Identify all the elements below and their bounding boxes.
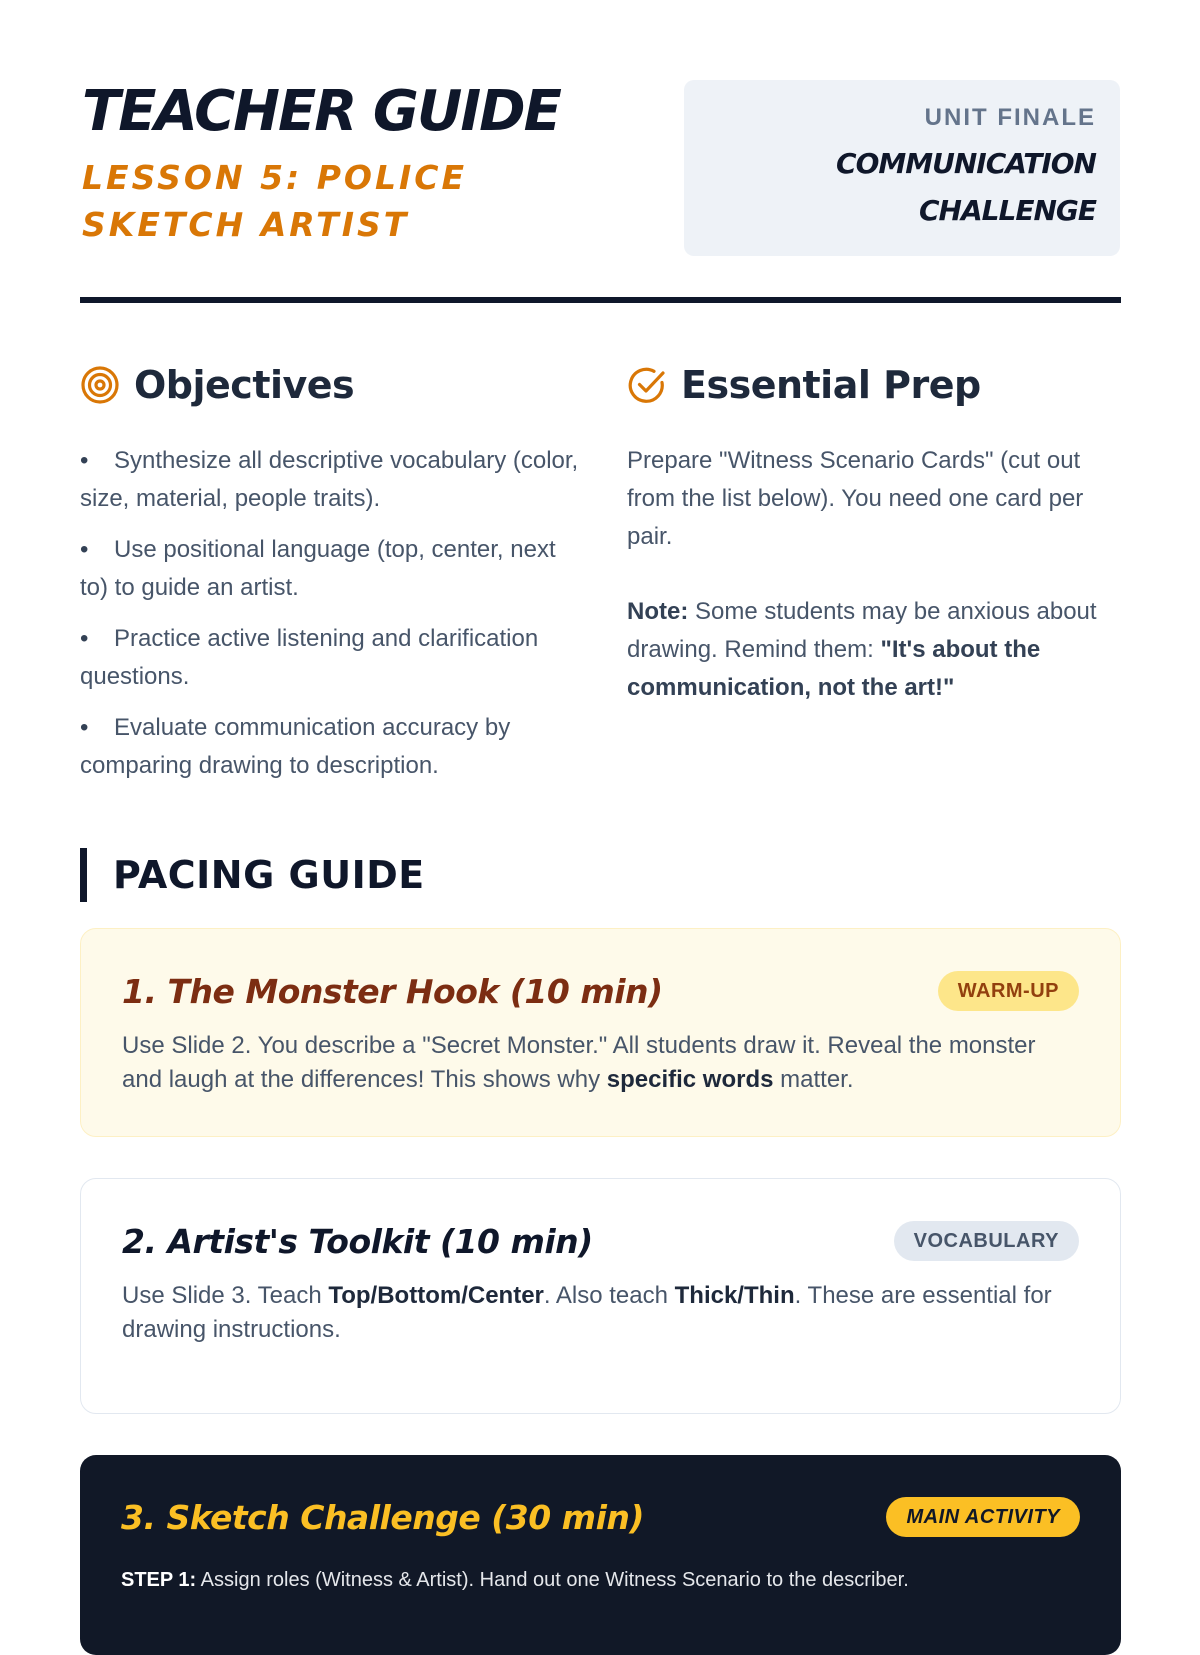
- card-text: . These are essential for drawing instructions.: [122, 1282, 1052, 1343]
- pacing-title: PACING GUIDE: [113, 853, 425, 897]
- status-badge: WARM-UP: [938, 971, 1079, 1011]
- lesson-subtitle: LESSON 5: POLICE SKETCH ARTIST: [82, 158, 468, 244]
- objectives-list: [80, 442, 580, 785]
- note-quote: "It's about the communication, not the art!": [627, 636, 1041, 701]
- card-emphasis: Top/Bottom/Center: [328, 1282, 544, 1309]
- card-title: 3. Sketch Challenge (30 min): [121, 1497, 644, 1537]
- unit-name: COMMUNICATION CHALLENGE: [836, 147, 1096, 227]
- card-text: Assign roles (Witness & Artist). Hand out one Witness Scenario to the describer.: [196, 1569, 909, 1591]
- objective-text: Evaluate communication accuracy by comparing drawing to description.: [80, 714, 511, 779]
- status-badge: VOCABULARY: [894, 1221, 1079, 1261]
- check-circle-icon: [627, 365, 667, 405]
- objectives-section: [80, 358, 580, 798]
- objectives-header: [80, 358, 580, 412]
- status-badge: MAIN ACTIVITY: [886, 1497, 1080, 1537]
- prep-header: [627, 358, 1127, 412]
- page-title: TEACHER GUIDE: [82, 79, 560, 144]
- prep-note: [627, 593, 1127, 707]
- note-text: Some students may be anxious about drawing. Remind them:: [627, 598, 1097, 663]
- prep-instructions: Prepare "Witness Scenario Cards" (cut out from the list below). You need one card per pair.: [627, 447, 1084, 550]
- card-emphasis: specific words: [606, 1066, 774, 1093]
- objective-text: Practice active listening and clarification questions.: [80, 625, 539, 690]
- card-body: [122, 1029, 1079, 1097]
- objective-text: Use positional language (top, center, next to) to guide an artist.: [80, 536, 556, 601]
- unit-kicker: UNIT FINALE: [924, 104, 1096, 131]
- step-label: STEP 1:: [121, 1569, 197, 1591]
- list-item: • Practice active listening and clarification questions.: [80, 625, 539, 690]
- list-item: • Use positional language (top, center, next to) to guide an artist.: [80, 536, 556, 601]
- pacing-card-warmup: [80, 928, 1121, 1137]
- unit-box: [684, 80, 1120, 256]
- card-emphasis: Thick/Thin: [674, 1282, 795, 1309]
- pacing-accent-bar: [80, 848, 87, 902]
- card-title: 1. The Monster Hook (10 min): [122, 971, 663, 1011]
- card-title: 2. Artist's Toolkit (10 min): [122, 1221, 593, 1261]
- note-label: Note:: [627, 598, 689, 625]
- header-divider: [80, 297, 1121, 303]
- card-text: Use Slide 2. You describe a "Secret Monster." All students draw it. Reveal the monster and laugh at the differences! This shows why: [122, 1032, 1036, 1093]
- target-icon: [80, 365, 120, 405]
- objectives-title: Objectives: [134, 363, 355, 407]
- card-body: [122, 1279, 1079, 1347]
- card-text: Use Slide 3. Teach: [122, 1282, 329, 1309]
- prep-section: [627, 358, 1127, 707]
- pacing-card-main-activity: [80, 1455, 1121, 1655]
- list-item: • Synthesize all descriptive vocabulary (color, size, material, people traits).: [80, 447, 579, 512]
- pacing-card-vocabulary: [80, 1178, 1121, 1414]
- card-text: . Also teach: [543, 1282, 675, 1309]
- prep-title: Essential Prep: [681, 363, 981, 407]
- card-text: matter.: [773, 1066, 854, 1093]
- pacing-header: [80, 848, 425, 902]
- list-item: • Evaluate communication accuracy by comparing drawing to description.: [80, 714, 511, 779]
- objective-text: Synthesize all descriptive vocabulary (color, size, material, people traits).: [80, 447, 579, 512]
- card-body: [121, 1563, 1080, 1597]
